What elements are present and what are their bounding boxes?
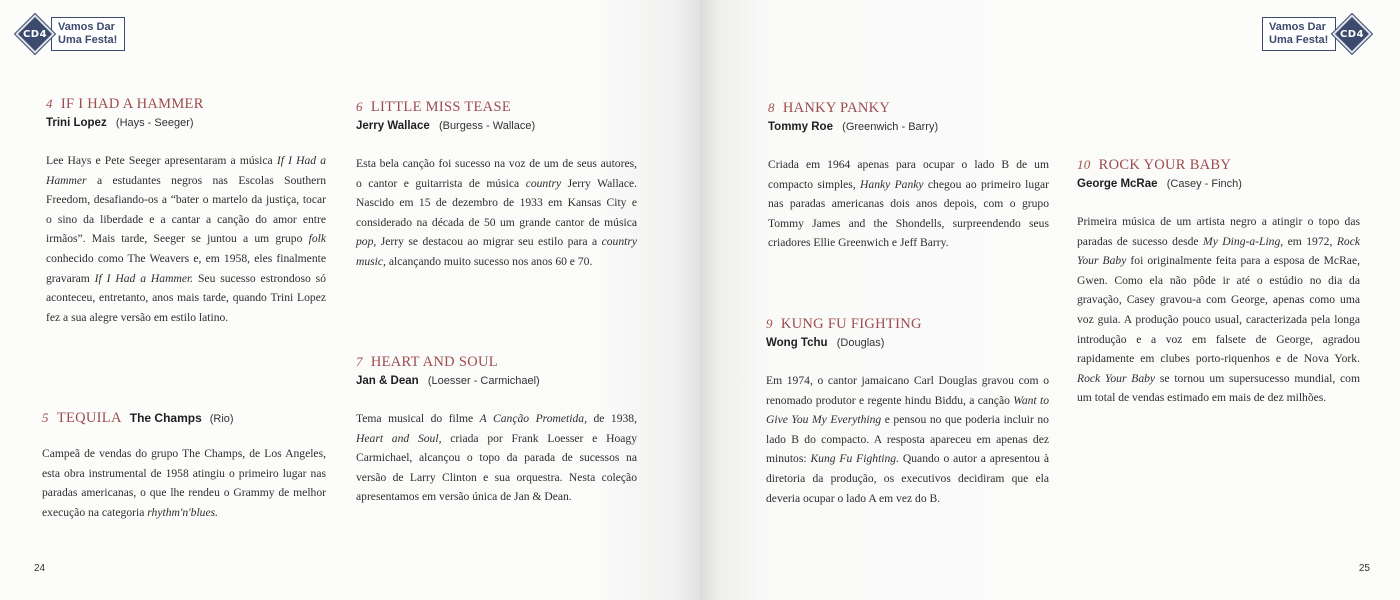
track-authors: (Burgess - Wallace) xyxy=(438,120,536,132)
logo-line-2: Uma Festa! xyxy=(1269,34,1329,46)
track-authors: (Hays - Seeger) xyxy=(115,117,194,129)
track-description: Criada em 1964 apenas para ocupar o lado B de um compacto simples, Hanky Panky chegou ao primeiro lugar nas paradas americanas dois anos depois, com o grupo Tommy James and the Shondells, surpreendendo seus criadores Ellie Greenwich e Jeff Barry. xyxy=(768,158,1049,250)
track-heading xyxy=(1077,157,1360,174)
page-number-right: 25 xyxy=(1358,563,1370,574)
track-title: HEART AND SOUL xyxy=(370,354,498,370)
track-heading xyxy=(768,100,1049,117)
track-description: Primeira música de um artista negro a atingir o topo das paradas de sucesso desde My Ding-a-Ling, em 1972, Rock Your Baby foi originalmente feita para a esposa de McRae, Gwen. Como ela não pôde ir até o estúdio no dia da gravação, Casey gravou-a com George, apenas como uma voz guia. A produção pouco usual, caracterizada pela longa introdução e a voz em falsete de George, agradou rapidamente em clubes porto-riquenhos e de Nova York. Rock Your Baby se tornou um supersucesso mundial, com um total de vendas estimado em mais de dez milhões. xyxy=(1077,215,1360,405)
right-page xyxy=(700,0,1400,600)
logo-title xyxy=(51,17,125,51)
track-description: Campeã de vendas do grupo The Champs, de Los Angeles, esta obra instrumental de 1958 atingiu o primeiro lugar nas paradas americanas, o que lhe rendeu o Grammy de melhor execução na categoria rhythm'n'blues. xyxy=(42,447,326,519)
track-description: Tema musical do filme A Canção Prometida, de 1938, Heart and Soul, criada por Frank Loesser e Hoagy Carmichael, alcançou o topo da parada de sucessos na versão de Larry Clinton e sua orquestra. Nesta coleção apresentamos em versão única de Jan & Dean. xyxy=(356,412,638,504)
track-artist: Wong Tchu xyxy=(766,337,828,349)
track-heading xyxy=(356,354,637,371)
track-authors: (Loesser - Carmichael) xyxy=(427,375,540,387)
track-heading xyxy=(42,410,326,427)
track-10 xyxy=(1077,157,1360,408)
track-title: KUNG FU FIGHTING xyxy=(780,316,922,332)
cd-badge-label: CD4 xyxy=(22,28,48,40)
cd-badge-icon xyxy=(15,14,55,54)
track-description: Lee Hays e Pete Seeger apresentaram a música If I Had a Hammer a estudantes negros nas Escolas Southern Freedom, desafiando-os a “bater o martelo da justiça, tocar o sino da liberdade e a cantar a canção do amor entre irmãos”. Mais tarde, Seeger se juntou a um grupo folk conhecido como The Weavers e, em 1958, eles finalmente gravaram If I Had a Hammer. Seu sucesso estrondoso só aconteceu, entretanto, anos mais tarde, quando Trini Lopez fez a sua alegre versão em estilo latino. xyxy=(46,154,326,324)
track-artist: George McRae xyxy=(1077,178,1158,190)
track-number: 4 xyxy=(46,96,53,111)
track-artist: Jerry Wallace xyxy=(356,120,430,132)
track-number: 6 xyxy=(356,99,363,114)
logo-line-1: Vamos Dar xyxy=(1269,21,1326,33)
track-heading xyxy=(766,316,1049,333)
artist-line xyxy=(46,117,326,129)
track-number: 9 xyxy=(766,316,773,331)
cd-logo xyxy=(1262,14,1372,54)
track-artist: Jan & Dean xyxy=(356,375,419,387)
logo-line-1: Vamos Dar xyxy=(58,21,115,33)
cd-badge-label: CD4 xyxy=(1339,28,1365,40)
track-authors: (Casey - Finch) xyxy=(1166,178,1242,190)
track-title: HANKY PANKY xyxy=(782,100,891,116)
track-9 xyxy=(766,316,1049,508)
logo-line-2: Uma Festa! xyxy=(58,34,118,46)
artist-line xyxy=(356,120,637,132)
track-4 xyxy=(46,96,326,327)
track-number: 5 xyxy=(42,410,49,425)
artist-line xyxy=(1077,178,1360,190)
artist-line xyxy=(356,375,637,387)
track-5 xyxy=(42,410,326,522)
track-number: 10 xyxy=(1077,157,1091,172)
artist-line xyxy=(768,121,1049,133)
track-title: LITTLE MISS TEASE xyxy=(370,99,511,115)
track-title: TEQUILA xyxy=(56,410,122,426)
track-artist: Trini Lopez xyxy=(46,117,107,129)
track-title: IF I HAD A HAMMER xyxy=(60,96,204,112)
track-title: ROCK YOUR BABY xyxy=(1098,157,1232,173)
logo-title xyxy=(1262,17,1336,51)
track-artist: The Champs xyxy=(129,411,202,425)
track-heading xyxy=(356,99,637,116)
track-7 xyxy=(356,354,637,507)
track-number: 7 xyxy=(356,354,363,369)
track-description: Em 1974, o cantor jamaicano Carl Douglas gravou com o renomado produtor e regente hindu Biddu, a canção Want to Give You My Everything e pensou no que poderia incluir no lado B do compacto. A resposta apareceu em apenas dez minutos: Kung Fu Fighting. Quando o autor a apresentou à diretoria da produção, os executivos decidiram que ela deveria ocupar o lado A em vez do B. xyxy=(766,374,1050,505)
cd-logo xyxy=(15,14,125,54)
page-number-left: 24 xyxy=(34,563,46,574)
artist-line xyxy=(766,337,1049,349)
track-6 xyxy=(356,99,637,272)
track-artist: Tommy Roe xyxy=(768,121,833,133)
cd-badge-icon xyxy=(1332,14,1372,54)
track-8 xyxy=(768,100,1049,253)
track-authors: (Douglas) xyxy=(836,337,885,349)
track-heading xyxy=(46,96,326,113)
track-description: Esta bela canção foi sucesso na voz de um de seus autores, o cantor e guitarrista de música country Jerry Wallace. Nascido em 15 de dezembro de 1933 em Kansas City e considerado na década de 50 um grande cantor de música pop, Jerry se destacou ao migrar seu estilo para a country music, alcançando muito sucesso nos anos 60 e 70. xyxy=(356,157,638,268)
track-number: 8 xyxy=(768,100,775,115)
track-authors: (Greenwich - Barry) xyxy=(842,121,939,133)
track-authors: (Rio) xyxy=(209,413,234,425)
